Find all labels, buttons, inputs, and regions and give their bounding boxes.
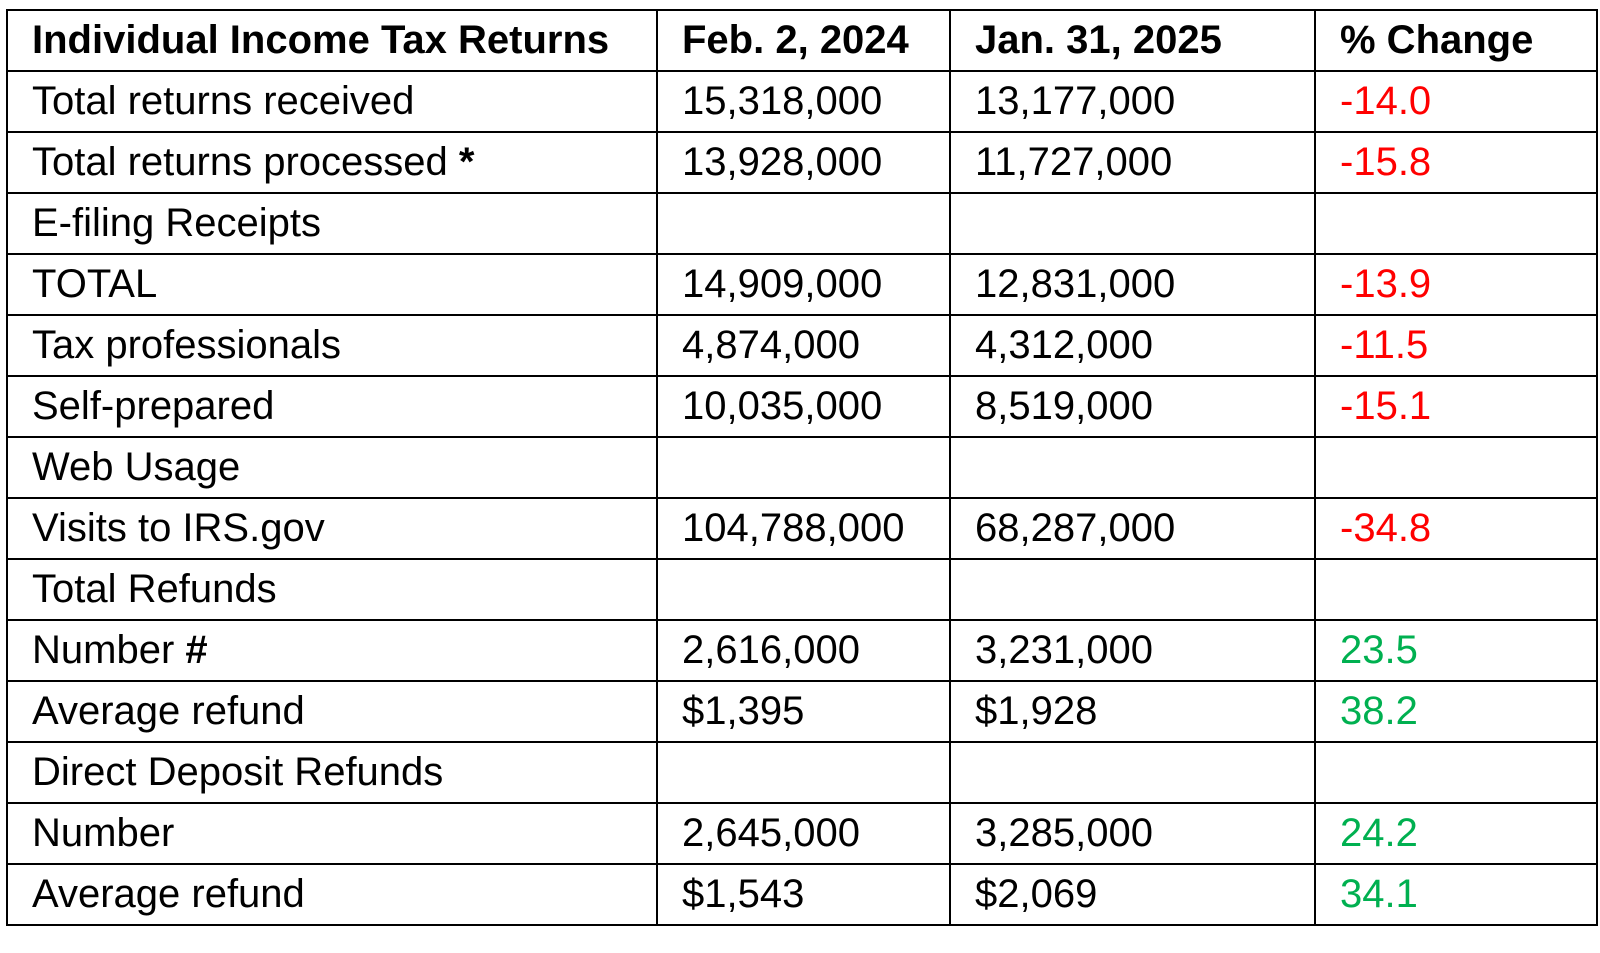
table-row bbox=[7, 498, 1597, 559]
row-label-cell bbox=[7, 376, 657, 437]
value-2025: 3,285,000 bbox=[950, 803, 1315, 864]
header-date-2024: Feb. 2, 2024 bbox=[657, 10, 950, 71]
section-heading: Direct Deposit Refunds bbox=[7, 742, 657, 803]
row-label: Average refund bbox=[32, 689, 305, 733]
value-2025: 8,519,000 bbox=[950, 376, 1315, 437]
empty-cell bbox=[950, 559, 1315, 620]
percent-change: -15.1 bbox=[1315, 376, 1597, 437]
table-body bbox=[7, 71, 1597, 925]
empty-cell bbox=[1315, 437, 1597, 498]
section-row bbox=[7, 437, 1597, 498]
header-category: Individual Income Tax Returns bbox=[7, 10, 657, 71]
percent-change: 38.2 bbox=[1315, 681, 1597, 742]
row-label-cell bbox=[7, 315, 657, 376]
footnote-mark: # bbox=[185, 628, 208, 672]
table-row bbox=[7, 864, 1597, 925]
value-2025: 68,287,000 bbox=[950, 498, 1315, 559]
row-label: Tax professionals bbox=[32, 323, 342, 367]
percent-change: 34.1 bbox=[1315, 864, 1597, 925]
row-label-cell bbox=[7, 864, 657, 925]
row-label: Total returns processed bbox=[32, 140, 459, 184]
table-row bbox=[7, 681, 1597, 742]
empty-cell bbox=[1315, 742, 1597, 803]
empty-cell bbox=[1315, 193, 1597, 254]
percent-change: 24.2 bbox=[1315, 803, 1597, 864]
tax-returns-table bbox=[6, 9, 1598, 926]
percent-change: -13.9 bbox=[1315, 254, 1597, 315]
section-heading: Total Refunds bbox=[7, 559, 657, 620]
empty-cell bbox=[1315, 559, 1597, 620]
section-heading: E-filing Receipts bbox=[7, 193, 657, 254]
row-label: Visits to IRS.gov bbox=[32, 506, 325, 550]
row-label-cell bbox=[7, 132, 657, 193]
percent-change: -34.8 bbox=[1315, 498, 1597, 559]
table-row bbox=[7, 132, 1597, 193]
empty-cell bbox=[950, 742, 1315, 803]
percent-change: -11.5 bbox=[1315, 315, 1597, 376]
value-2024: 10,035,000 bbox=[657, 376, 950, 437]
section-row bbox=[7, 742, 1597, 803]
value-2024: 13,928,000 bbox=[657, 132, 950, 193]
empty-cell bbox=[657, 559, 950, 620]
percent-change: -14.0 bbox=[1315, 71, 1597, 132]
footnote-mark: * bbox=[458, 140, 475, 184]
section-row bbox=[7, 193, 1597, 254]
empty-cell bbox=[950, 193, 1315, 254]
value-2024: 104,788,000 bbox=[657, 498, 950, 559]
empty-cell bbox=[657, 193, 950, 254]
table-row bbox=[7, 71, 1597, 132]
value-2024: 15,318,000 bbox=[657, 71, 950, 132]
value-2024: 14,909,000 bbox=[657, 254, 950, 315]
row-label-cell bbox=[7, 254, 657, 315]
section-row bbox=[7, 559, 1597, 620]
value-2024: 2,645,000 bbox=[657, 803, 950, 864]
value-2025: 13,177,000 bbox=[950, 71, 1315, 132]
value-2025: 4,312,000 bbox=[950, 315, 1315, 376]
row-label: Average refund bbox=[32, 872, 305, 916]
row-label: TOTAL bbox=[32, 262, 158, 306]
row-label-cell bbox=[7, 498, 657, 559]
section-heading: Web Usage bbox=[7, 437, 657, 498]
row-label: Self-prepared bbox=[32, 384, 275, 428]
header-row bbox=[7, 10, 1597, 71]
percent-change: -15.8 bbox=[1315, 132, 1597, 193]
row-label-cell bbox=[7, 71, 657, 132]
table-row bbox=[7, 315, 1597, 376]
table-row bbox=[7, 803, 1597, 864]
value-2024: $1,395 bbox=[657, 681, 950, 742]
value-2024: 2,616,000 bbox=[657, 620, 950, 681]
header-percent-change: % Change bbox=[1315, 10, 1597, 71]
row-label-cell bbox=[7, 803, 657, 864]
row-label: Number bbox=[32, 628, 186, 672]
row-label-cell bbox=[7, 620, 657, 681]
value-2025: 3,231,000 bbox=[950, 620, 1315, 681]
table-row bbox=[7, 620, 1597, 681]
empty-cell bbox=[657, 437, 950, 498]
value-2024: $1,543 bbox=[657, 864, 950, 925]
value-2025: $2,069 bbox=[950, 864, 1315, 925]
value-2025: $1,928 bbox=[950, 681, 1315, 742]
value-2025: 12,831,000 bbox=[950, 254, 1315, 315]
empty-cell bbox=[950, 437, 1315, 498]
value-2024: 4,874,000 bbox=[657, 315, 950, 376]
table-row bbox=[7, 254, 1597, 315]
row-label-cell bbox=[7, 681, 657, 742]
empty-cell bbox=[657, 742, 950, 803]
value-2025: 11,727,000 bbox=[950, 132, 1315, 193]
row-label: Number bbox=[32, 811, 175, 855]
table-row bbox=[7, 376, 1597, 437]
header-date-2025: Jan. 31, 2025 bbox=[950, 10, 1315, 71]
row-label: Total returns received bbox=[32, 79, 415, 123]
percent-change: 23.5 bbox=[1315, 620, 1597, 681]
